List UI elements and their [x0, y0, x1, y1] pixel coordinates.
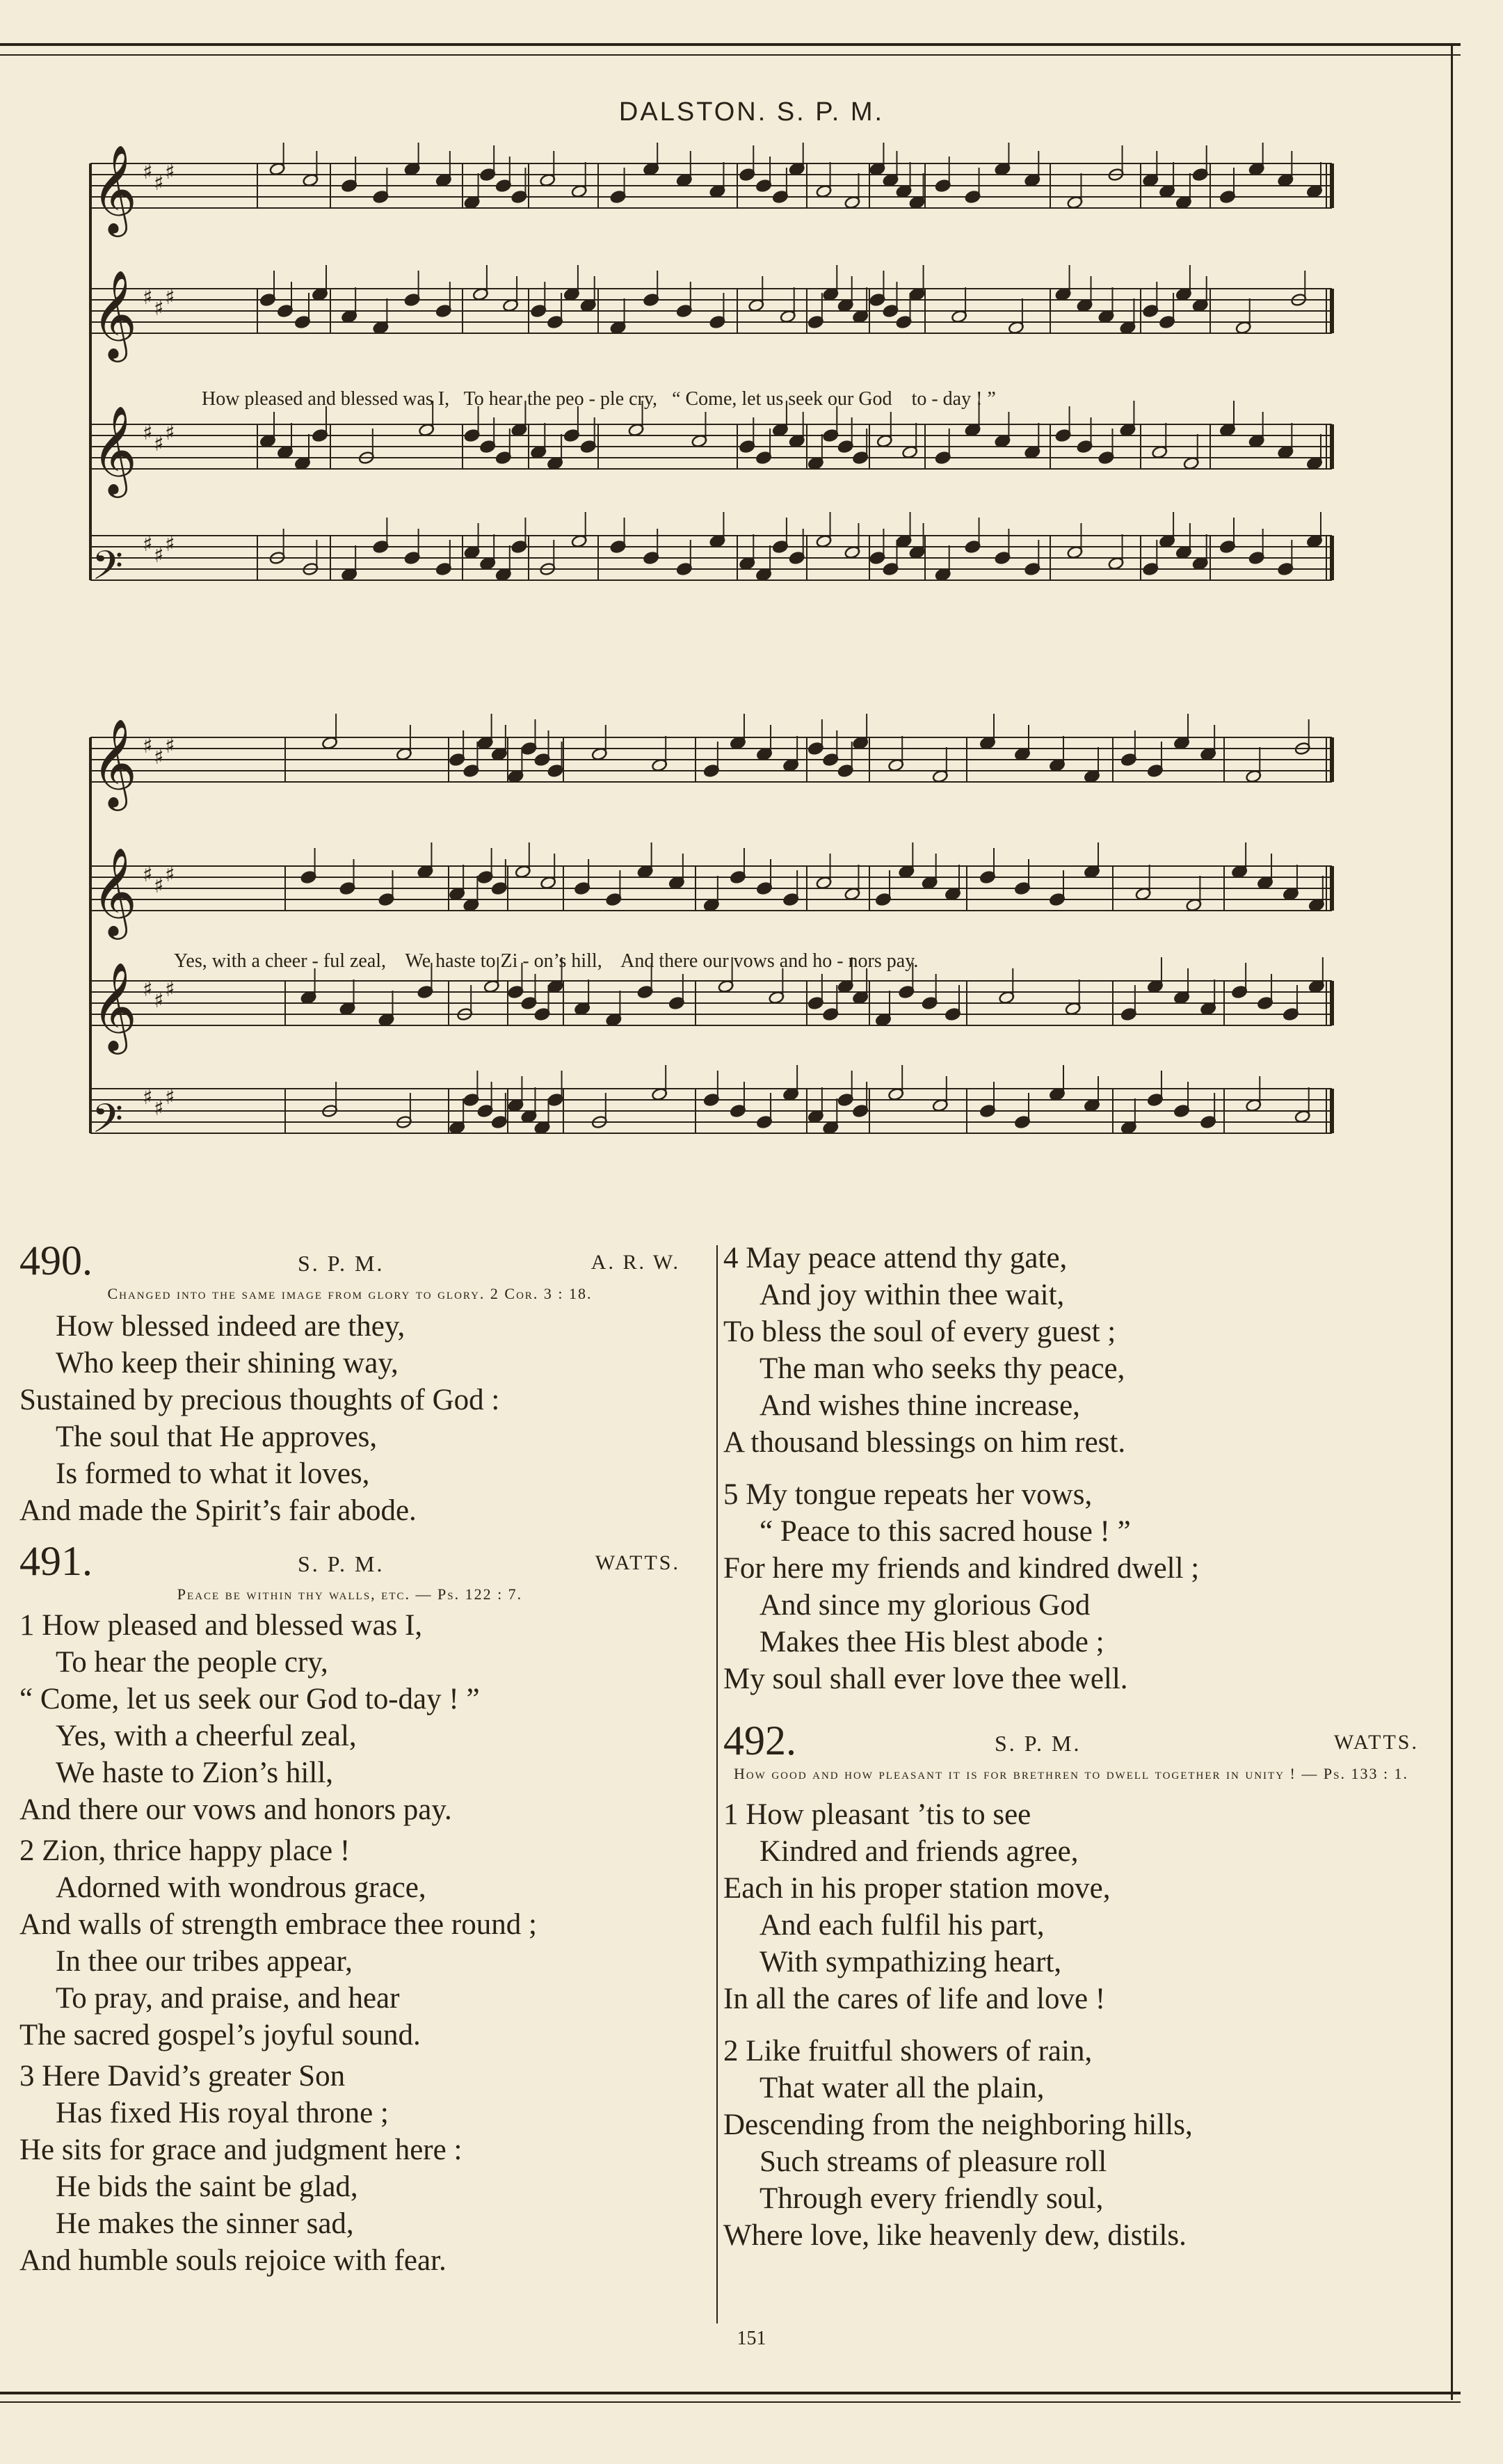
- staff: [90, 714, 1332, 811]
- sharp-icon: ♯: [154, 432, 164, 456]
- bass-clef-icon: 𝄢: [92, 1095, 124, 1152]
- sharp-icon: ♯: [154, 989, 164, 1013]
- verse-line: 1 How pleased and blessed was I,: [19, 1609, 423, 1642]
- verse-line: And walls of strength embrace thee round ;: [19, 1908, 537, 1941]
- hymn-number: 491.: [19, 1538, 93, 1584]
- hymn-490-verse: [19, 1308, 680, 1529]
- top-rule: [0, 43, 1461, 46]
- lyric-2c: And there our vows and ho - nors pay.: [620, 950, 919, 972]
- hymn-492-stanza-1: [723, 1796, 1419, 2017]
- right-rule: [1451, 43, 1453, 2400]
- sharp-icon: ♯: [143, 977, 153, 1002]
- bottom-rule-thin: [0, 2401, 1461, 2403]
- page-number: 151: [737, 2328, 766, 2349]
- hymn-scripture: Changed into the same image from glory to glory. 2 Cor. 3 : 18.: [107, 1285, 593, 1302]
- lyric-line-1: [202, 388, 996, 410]
- verse-line: Each in his proper station move,: [723, 1872, 1111, 1905]
- hymn-author: A. R. W.: [590, 1251, 680, 1274]
- sharp-icon: ♯: [165, 863, 175, 887]
- verse-line: For here my friends and kindred dwell ;: [723, 1552, 1200, 1585]
- column-divider: [716, 1245, 718, 2323]
- verse-line: And each fulfil his part,: [759, 1909, 1045, 1942]
- sharp-icon: ♯: [154, 296, 164, 321]
- verse-line: The man who seeks thy peace,: [759, 1352, 1125, 1385]
- verse-line: And wishes thine increase,: [759, 1389, 1080, 1422]
- hymn-491-stanza-5: [723, 1476, 1419, 1697]
- verse-line: To bless the soul of every guest ;: [723, 1315, 1116, 1348]
- score-staves-1: [70, 143, 1342, 630]
- score-system-1: [70, 143, 1342, 630]
- verse-line: Who keep their shining way,: [56, 1347, 399, 1379]
- verse-line: And joy within thee wait,: [759, 1279, 1065, 1311]
- verse-line: To hear the people cry,: [56, 1646, 328, 1679]
- lyric-1d: to - day ! ”: [911, 388, 996, 410]
- bottom-rule: [0, 2392, 1461, 2394]
- verse-line: To pray, and praise, and hear: [56, 1982, 400, 2015]
- hymn-meter: S. P. M.: [298, 1551, 385, 1576]
- treble-clef-icon: 𝄞: [92, 847, 138, 936]
- hymn-meter: S. P. M.: [995, 1731, 1082, 1756]
- hymn-491-stanza-4: [723, 1240, 1419, 1461]
- verse-line: Such streams of pleasure roll: [759, 2145, 1107, 2178]
- verse-line: In thee our tribes appear,: [56, 1945, 353, 1978]
- sharp-icon: ♯: [143, 160, 153, 184]
- verse-line: And made the Spirit’s fair abode.: [19, 1494, 417, 1527]
- verse-line: Makes thee His blest abode ;: [759, 1626, 1104, 1658]
- bass-clef-icon: 𝄢: [92, 542, 124, 599]
- treble-clef-icon: 𝄞: [92, 405, 138, 494]
- verse-line: That water all the plain,: [759, 2072, 1045, 2104]
- hymn-492-header: [723, 1718, 1419, 1763]
- sharp-icon: ♯: [143, 863, 153, 887]
- verse-line: 3 Here David’s greater Son: [19, 2060, 346, 2093]
- lyric-2b: We haste to Zi - on’s hill,: [405, 950, 602, 972]
- verse-line: With sympathizing heart,: [759, 1946, 1062, 1978]
- verse-line: Adorned with wondrous grace,: [56, 1871, 426, 1904]
- verse-line: He bids the saint be glad,: [56, 2170, 358, 2203]
- verse-line: Sustained by precious thoughts of God :: [19, 1384, 500, 1416]
- verse-line: 2 Zion, thrice happy place !: [19, 1834, 351, 1867]
- verse-line: My soul shall ever love thee well.: [723, 1663, 1128, 1695]
- verse-line: Is formed to what it loves,: [56, 1457, 370, 1490]
- hymn-491-stanza-3: [19, 2058, 680, 2279]
- tune-title: DALSTON. S. P. M.: [618, 97, 885, 127]
- staff: [90, 401, 1332, 498]
- sharp-icon: ♯: [165, 1085, 175, 1110]
- hymn-490-header: [19, 1238, 680, 1283]
- hymn-meter: S. P. M.: [298, 1251, 385, 1276]
- staff: [90, 842, 1332, 940]
- staff: [90, 265, 1332, 362]
- left-column: [19, 1238, 680, 2279]
- verse-line: Kindred and friends agree,: [759, 1835, 1079, 1868]
- hymn-491-stanza-1: [19, 1607, 680, 1828]
- verse-line: Descending from the neighboring hills,: [723, 2109, 1193, 2141]
- lyric-1b: To hear the peo - ple cry,: [463, 388, 658, 410]
- top-rule-thin: [0, 54, 1461, 56]
- hymn-number: 492.: [723, 1718, 796, 1763]
- verse-line: The sacred gospel’s joyful sound.: [19, 2019, 421, 2051]
- verse-line: And there our vows and honors pay.: [19, 1793, 452, 1826]
- sharp-icon: ♯: [165, 421, 175, 445]
- hymn-number: 490.: [19, 1238, 93, 1283]
- verse-line: A thousand blessings on him rest.: [723, 1426, 1126, 1459]
- verse-line: He makes the sinner sad,: [56, 2207, 354, 2240]
- verse-line: 1 How pleasant ’tis to see: [723, 1798, 1031, 1831]
- verse-line: 5 My tongue repeats her vows,: [723, 1478, 1093, 1511]
- treble-clef-icon: 𝄞: [92, 144, 138, 233]
- sharp-icon: ♯: [143, 285, 153, 310]
- verse-line: 4 May peace attend thy gate,: [723, 1242, 1068, 1274]
- lyric-line-2: [174, 950, 918, 973]
- sharp-icon: ♯: [143, 734, 153, 758]
- sharp-icon: ♯: [154, 745, 164, 769]
- hymn-491-header: [19, 1539, 680, 1583]
- sharp-icon: ♯: [143, 532, 153, 557]
- sharp-icon: ♯: [143, 1085, 153, 1110]
- sharp-icon: ♯: [165, 734, 175, 758]
- verse-line: 2 Like fruitful showers of rain,: [723, 2035, 1093, 2067]
- sharp-icon: ♯: [165, 160, 175, 184]
- sharp-icon: ♯: [154, 1096, 164, 1121]
- hymn-author: WATTS.: [1333, 1731, 1419, 1754]
- hymn-author: WATTS.: [595, 1551, 680, 1574]
- score-system-2: [70, 703, 1342, 1190]
- sharp-icon: ♯: [154, 543, 164, 568]
- lyric-2a: Yes, with a cheer - ful zeal,: [174, 950, 387, 972]
- staff: [90, 1065, 1332, 1152]
- treble-clef-icon: 𝄞: [92, 269, 138, 358]
- sharp-icon: ♯: [165, 532, 175, 557]
- treble-clef-icon: 𝄞: [92, 718, 138, 807]
- treble-clef-icon: 𝄞: [92, 961, 138, 1050]
- verse-line: Yes, with a cheerful zeal,: [56, 1720, 357, 1752]
- sharp-icon: ♯: [165, 977, 175, 1002]
- right-column: [723, 1240, 1419, 2254]
- sharp-icon: ♯: [165, 285, 175, 310]
- staff: [90, 512, 1332, 599]
- sharp-icon: ♯: [154, 171, 164, 195]
- score-staves-2: [70, 703, 1342, 1190]
- hymn-491-stanza-2: [19, 1832, 680, 2054]
- verse-line: How blessed indeed are they,: [56, 1310, 405, 1343]
- verse-line: Through every friendly soul,: [759, 2182, 1104, 2215]
- verse-line: He sits for grace and judgment here :: [19, 2134, 463, 2166]
- verse-line: “ Peace to this sacred house ! ”: [759, 1515, 1131, 1548]
- verse-line: We haste to Zion’s hill,: [56, 1757, 334, 1789]
- verse-line: And humble souls rejoice with fear.: [19, 2244, 447, 2277]
- verse-line: And since my glorious God: [759, 1589, 1091, 1622]
- staff: [90, 143, 1332, 237]
- sharp-icon: ♯: [154, 874, 164, 898]
- verse-line: In all the cares of life and love !: [723, 1983, 1106, 2015]
- hymn-scripture: How good and how pleasant it is for brethren to dwell together in unity ! — Ps. 133 : 1.: [733, 1765, 1409, 1782]
- hymn-scripture: Peace be within thy walls, etc. — Ps. 122 : 7.: [177, 1585, 523, 1603]
- verse-line: “ Come, let us seek our God to-day ! ”: [19, 1683, 480, 1715]
- verse-line: The soul that He approves,: [56, 1421, 378, 1453]
- sharp-icon: ♯: [143, 421, 153, 445]
- verse-line: Has fixed His royal throne ;: [56, 2097, 389, 2129]
- hymn-492-stanza-2: [723, 2033, 1419, 2254]
- verse-line: Where love, like heavenly dew, distils.: [723, 2219, 1187, 2252]
- lyric-1c: “ Come, let us seek our God: [672, 388, 892, 410]
- lyric-1a: How pleased and blessed was I,: [202, 388, 450, 410]
